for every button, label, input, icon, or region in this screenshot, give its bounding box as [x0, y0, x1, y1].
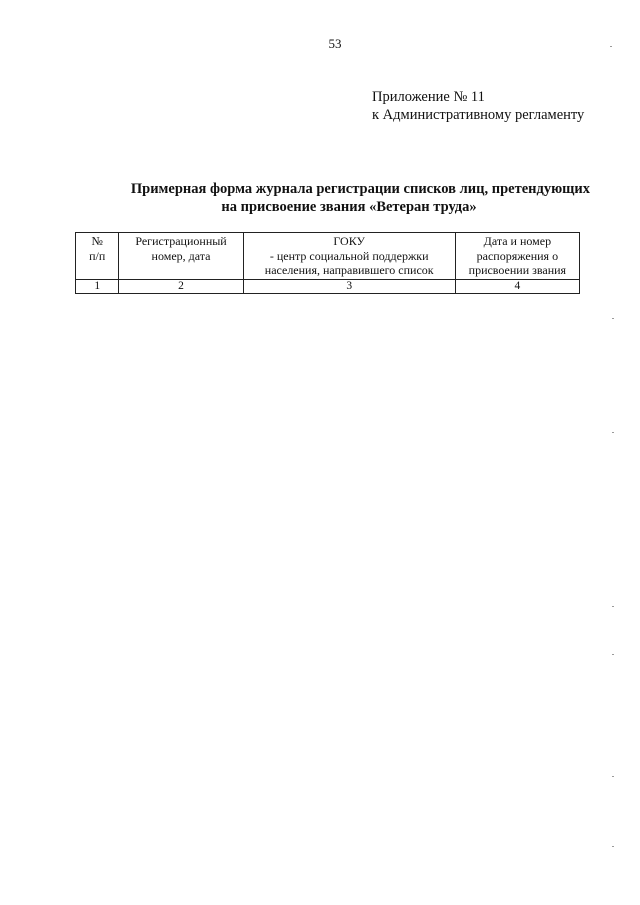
- header-text: распоряжения о: [476, 248, 559, 263]
- column-number-cell: 4: [455, 279, 579, 293]
- scan-speck: [612, 606, 614, 607]
- header-cell-goku: [243, 233, 455, 280]
- scan-speck: [612, 776, 614, 777]
- scan-speck: [612, 654, 614, 655]
- header-text: Дата и номер: [483, 234, 552, 248]
- scan-speck: [612, 846, 614, 847]
- header-text: ГОКУ: [333, 234, 365, 248]
- header-text: населения, направившего список: [264, 263, 434, 277]
- header-text: Регистрационный: [135, 234, 227, 248]
- appendix-note: [372, 88, 584, 124]
- appendix-reference: к Административному регламенту: [372, 107, 585, 123]
- form-title: [100, 180, 590, 216]
- table-row: [76, 279, 580, 293]
- scan-speck: [612, 432, 614, 433]
- header-text: - центр социальной поддержки: [269, 248, 429, 263]
- column-number-cell: 3: [243, 279, 455, 293]
- header-text: №: [91, 234, 103, 248]
- scan-speck: [610, 46, 612, 47]
- header-text: п/п: [89, 248, 106, 263]
- header-cell-order: [455, 233, 579, 280]
- column-number-cell: 2: [119, 279, 243, 293]
- header-cell-registration: [119, 233, 243, 280]
- page-number: 53: [328, 36, 342, 51]
- header-text: номер, дата: [151, 248, 211, 263]
- header-text: присвоении звания: [468, 263, 567, 277]
- form-title-line-2: на присвоение звания «Ветеран труда»: [221, 199, 477, 215]
- form-title-line-1: Примерная форма журнала регистрации списков лиц, претендующих: [130, 181, 590, 197]
- column-number-cell: 1: [76, 279, 119, 293]
- header-cell-number: [76, 233, 119, 280]
- registration-journal-table: [75, 232, 580, 294]
- appendix-number: Приложение № 11: [372, 89, 485, 105]
- scan-speck: [612, 318, 614, 319]
- table-header-row: [76, 233, 580, 280]
